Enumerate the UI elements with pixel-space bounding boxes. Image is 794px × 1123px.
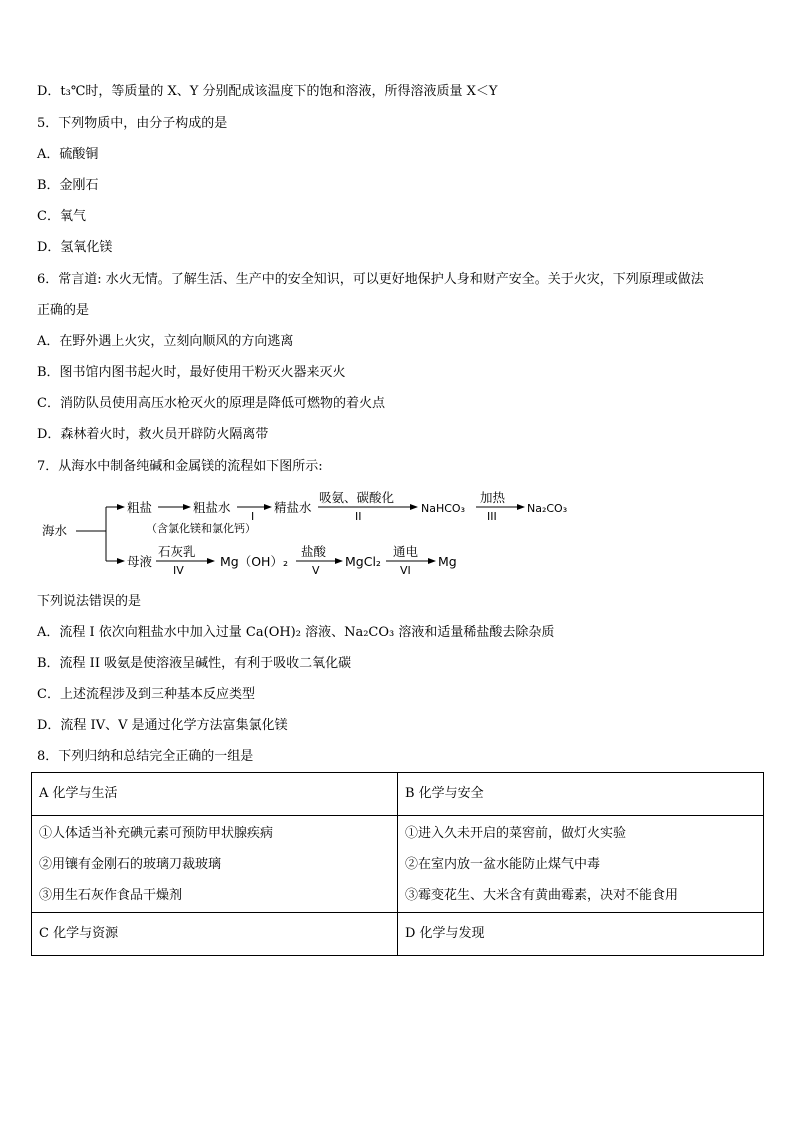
q8-stem: 8．下列归纳和总结完全正确的一组是 [37, 749, 254, 764]
flow-crude-brine-note: （含氯化镁和氯化钙） [146, 522, 256, 535]
table-cell-a-title: A 化学与生活 [32, 773, 398, 816]
flow-step3-label: III [487, 510, 497, 523]
q5-option-d: D．氢氧化镁 [37, 240, 113, 255]
flow-nahco3: NaHCO₃ [421, 502, 465, 515]
list-item: ①人体适当补充碘元素可预防甲状腺疾病 [39, 826, 274, 841]
q7-option-c: C．上述流程涉及到三种基本反应类型 [37, 687, 255, 702]
flow-mgoh2: Mg（OH）₂ [220, 554, 288, 569]
list-item: ①进入久未开启的菜窖前，做灯火实验 [405, 826, 627, 841]
q7-option-d: D．流程 IV、V 是通过化学方法富集氯化镁 [37, 718, 288, 733]
q6-option-d: D．森林着火时，救火员开辟防火隔离带 [37, 427, 269, 442]
q6-stem-line1: 6．常言道: 水火无情。了解生活、生产中的安全知识，可以更好地保护人身和财产安全。关于火灾，下列原理或做法 [37, 272, 704, 287]
q6-option-a: A．在野外遇上火灾，立刻向顺风的方向逃离 [37, 334, 294, 349]
flow-step1-label: I [251, 510, 255, 523]
flow-step2-label: II [355, 510, 362, 523]
q5-option-b: B．金刚石 [37, 178, 99, 193]
list-item: ②在室内放一盆水能防止煤气中毒 [405, 857, 601, 872]
q7-question: 下列说法错误的是 [37, 594, 142, 609]
table-cell-a-items [32, 816, 398, 913]
flow-seawater: 海水 [42, 523, 68, 538]
q7-option-a: A．流程 I 依次向粗盐水中加入过量 Ca(OH)₂ 溶液、Na₂CO₃ 溶液和适量稀盐酸去除杂质 [37, 625, 555, 640]
flow-mgcl2: MgCl₂ [345, 554, 381, 569]
list-item: ②用镶有金刚石的玻璃刀裁玻璃 [39, 857, 222, 872]
flow-mother-liquor: 母液 [127, 554, 153, 569]
q6-option-c: C．消防队员使用高压水枪灭火的原理是降低可燃物的着火点 [37, 396, 385, 411]
q7-option-b: B．流程 II 吸氨是使溶液呈碱性，有利于吸收二氧化碳 [37, 656, 352, 671]
flow-refined-brine: 精盐水 [274, 500, 312, 515]
table-cell-b-items [398, 816, 764, 913]
q5-option-c: C．氧气 [37, 209, 86, 224]
table-cell-b-title: B 化学与安全 [398, 773, 764, 816]
flow-step6-label: VI [400, 564, 411, 577]
flow-step5-reagent: 盐酸 [301, 544, 327, 559]
flow-step6-reagent: 通电 [393, 544, 419, 559]
flow-crude-salt: 粗盐 [127, 500, 153, 515]
table-cell-d-title: D 化学与发现 [398, 913, 764, 956]
flow-mg: Mg [438, 554, 457, 569]
q8-summary-table [31, 772, 764, 956]
flow-step2-reagent: 吸氨、碳酸化 [319, 490, 395, 505]
flow-step4-label: IV [173, 564, 184, 577]
q5-stem: 5．下列物质中，由分子构成的是 [37, 116, 228, 131]
flow-crude-brine: 粗盐水 [193, 500, 231, 515]
table-cell-c-title: C 化学与资源 [32, 913, 398, 956]
flow-na2co3: Na₂CO₃ [527, 502, 568, 515]
flow-step5-label: V [312, 564, 320, 577]
flow-step3-reagent: 加热 [480, 490, 506, 505]
q4-option-d: D．t₃℃时，等质量的 X、Y 分别配成该温度下的饱和溶液，所得溶液质量 X＜Y [37, 84, 498, 99]
list-item: ③用生石灰作食品干燥剂 [39, 888, 183, 903]
q6-option-b: B．图书馆内图书起火时，最好使用干粉灭火器来灭火 [37, 365, 346, 380]
flow-step4-reagent: 石灰乳 [158, 544, 196, 559]
q6-stem-line2: 正确的是 [37, 303, 90, 318]
list-item: ③霉变花生、大米含有黄曲霉素，决对不能食用 [405, 888, 679, 903]
q5-option-a: A．硫酸铜 [37, 147, 99, 162]
q7-stem: 7．从海水中制备纯碱和金属镁的流程如下图所示: [37, 459, 323, 474]
